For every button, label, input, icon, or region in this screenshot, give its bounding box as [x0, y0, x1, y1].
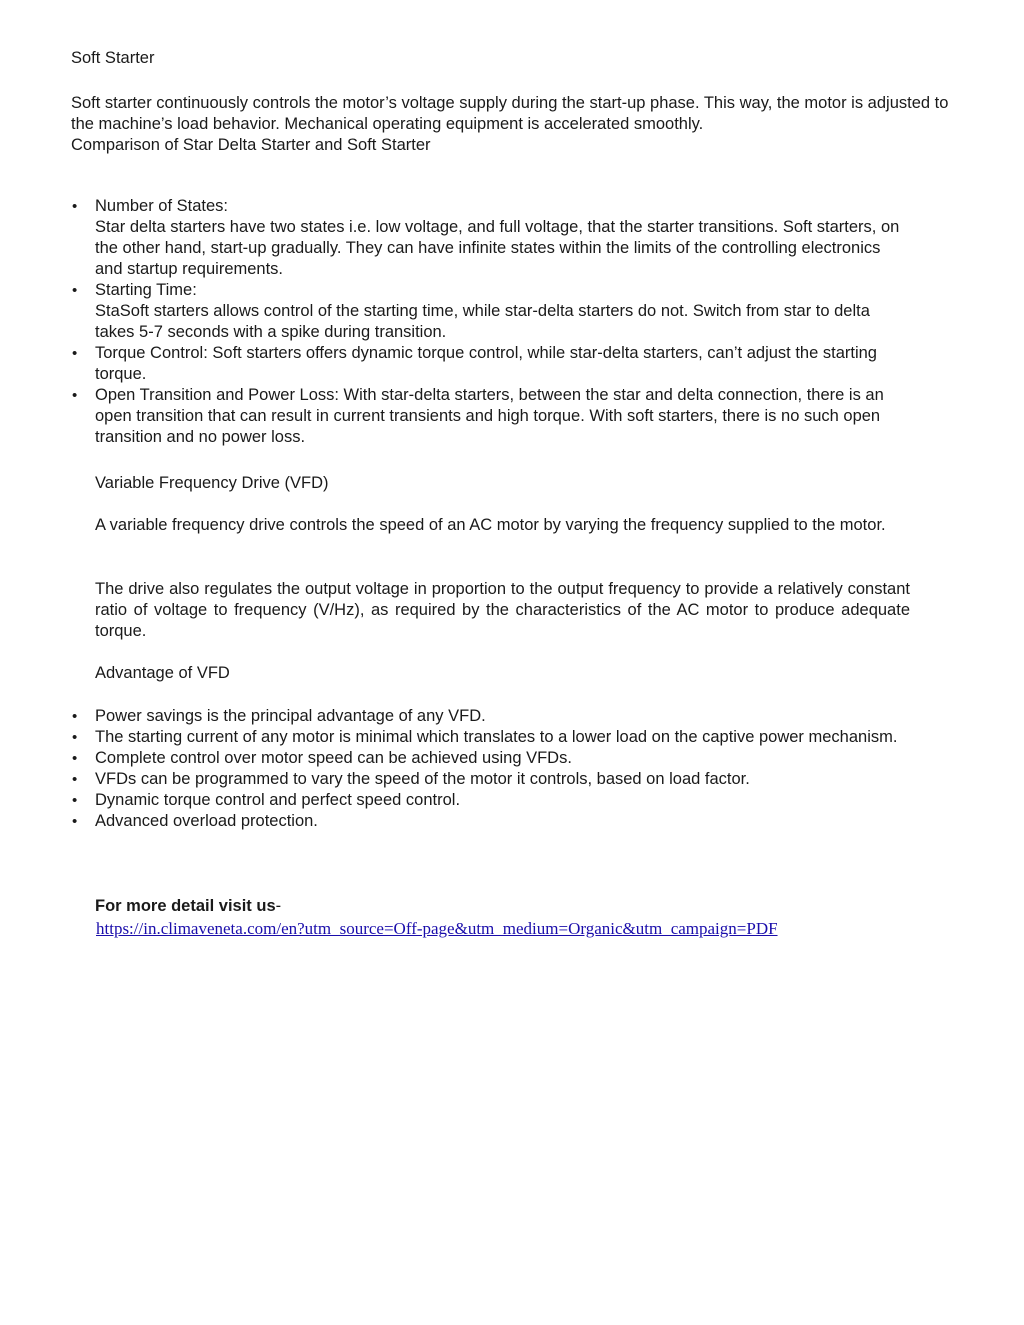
list-item-body: Star delta starters have two states i.e. low voltage, and full voltage, that the starter transitions. Soft starters, on the other hand, start-up gradually. They can have infinite states within the limits of the controlling electronics and startup requirements. — [95, 218, 900, 278]
list-item-body: StaSoft starters allows control of the starting time, while star-delta starters do not. Switch from star to delta takes 5-7 seconds with a spike during transition. — [95, 302, 870, 341]
list-item-text: Complete control over motor speed can be achieved using VFDs. — [95, 749, 572, 767]
list-item — [72, 727, 912, 748]
bullet-icon: • — [72, 282, 78, 299]
intro-section — [71, 93, 961, 156]
bullet-icon: • — [72, 198, 78, 215]
bullet-icon: • — [72, 792, 78, 809]
website-link[interactable]: https://in.climaveneta.com/en?utm_source=Off-page&utm_medium=Organic&utm_campaign=PDF — [96, 919, 778, 938]
list-item — [72, 748, 912, 769]
list-item-text: Power savings is the principal advantage of any VFD. — [95, 707, 486, 725]
bullet-icon: • — [72, 345, 78, 362]
list-item — [72, 280, 912, 343]
bullet-icon: • — [72, 750, 78, 767]
vfd-paragraph-2: The drive also regulates the output voltage in proportion to the output frequency to provide a relatively constant ratio of voltage to frequency (V/Hz), as required by the characteristics of the AC motor to produce adequate torque. — [95, 580, 910, 640]
more-detail-label: For more detail visit us — [95, 897, 276, 915]
more-detail-line — [95, 896, 281, 917]
list-item-body: Open Transition and Power Loss: With star-delta starters, between the star and delta connection, there is an open transition that can result in current transients and high torque. With soft starters, there is no such open transition and no power loss. — [95, 386, 884, 446]
list-item-text: Advanced overload protection. — [95, 812, 318, 830]
list-item — [72, 343, 912, 385]
bullet-icon: • — [72, 813, 78, 830]
advantages-list — [72, 706, 912, 832]
comparison-heading: Comparison of Star Delta Starter and Soft Starter — [71, 136, 431, 154]
list-item — [72, 706, 912, 727]
list-item — [72, 811, 912, 832]
vfd-paragraph-1: A variable frequency drive controls the speed of an AC motor by varying the frequency supplied to the motor. — [95, 516, 886, 534]
bullet-icon: • — [72, 708, 78, 725]
list-item-title: Starting Time: — [95, 281, 197, 299]
list-item — [72, 196, 912, 280]
list-item-text: VFDs can be programmed to vary the speed of the motor it controls, based on load factor. — [95, 770, 750, 788]
vfd-heading: Variable Frequency Drive (VFD) — [95, 474, 329, 492]
list-item-title: Number of States: — [95, 197, 228, 215]
bullet-icon: • — [72, 771, 78, 788]
comparison-list — [72, 196, 912, 448]
list-item — [72, 790, 912, 811]
page-title: Soft Starter — [71, 49, 155, 67]
more-detail-dash: - — [275, 897, 282, 915]
list-item-text: Dynamic torque control and perfect speed control. — [95, 791, 461, 809]
advantages-heading: Advantage of VFD — [95, 664, 230, 682]
list-item-text: The starting current of any motor is minimal which translates to a lower load on the captive power mechanism. — [95, 728, 898, 746]
intro-paragraph: Soft starter continuously controls the motor’s voltage supply during the start-up phase. This way, the motor is adjusted to the machine’s load behavior. Mechanical operating equipment is accelerated smoothly. — [71, 94, 949, 133]
list-item-body: Torque Control: Soft starters offers dynamic torque control, while star-delta starters, can’t adjust the starting torque. — [95, 344, 877, 383]
list-item — [72, 385, 912, 448]
bullet-icon: • — [72, 387, 78, 404]
list-item — [72, 769, 912, 790]
bullet-icon: • — [72, 729, 78, 746]
